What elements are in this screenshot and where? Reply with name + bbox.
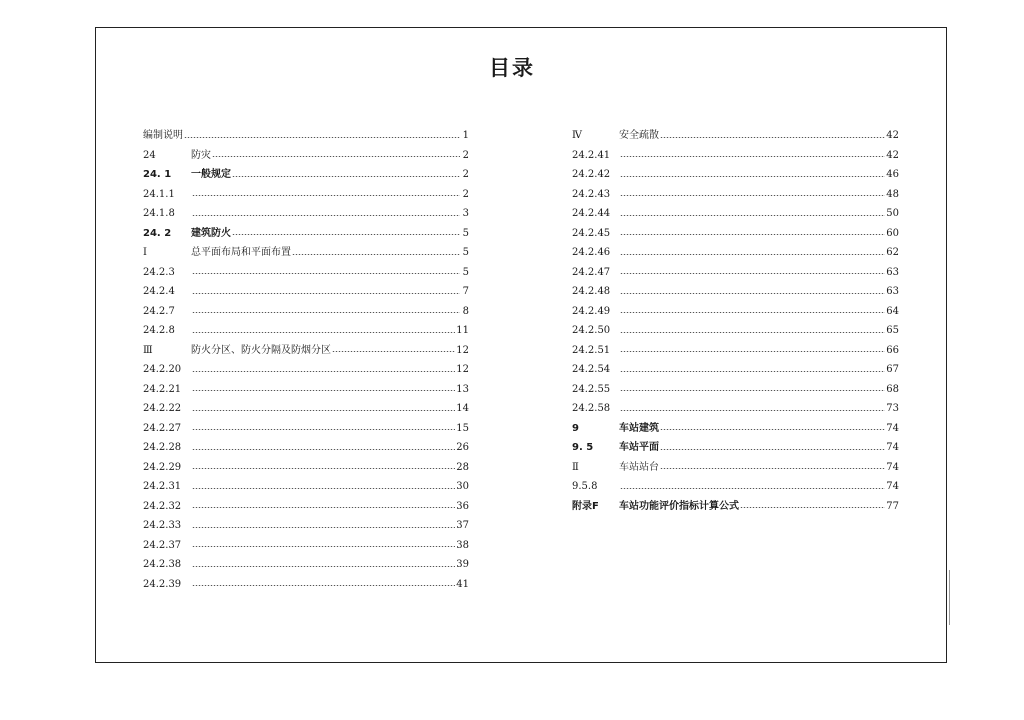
toc-entry[interactable] (572, 302, 899, 322)
toc-dot-leader (660, 449, 885, 450)
toc-entry-number: 24.2.22 (143, 403, 182, 414)
toc-entry-label: 编制说明 (143, 130, 183, 141)
toc-dot-leader (192, 546, 455, 547)
toc-entry-page-number: 13 (456, 383, 469, 395)
toc-entry-page-number: 46 (886, 169, 899, 180)
toc-entry-page-number: 42 (886, 149, 899, 161)
toc-entry-number: 24.2.8 (143, 325, 175, 336)
toc-dot-leader (192, 371, 455, 372)
toc-entry[interactable] (572, 126, 899, 146)
toc-entry-label: 车站功能评价指标计算公式 (619, 500, 739, 512)
toc-entry-page-number: 7 (462, 286, 469, 297)
toc-dot-leader (620, 488, 885, 489)
toc-entry[interactable] (572, 380, 899, 400)
toc-dot-leader (192, 273, 460, 274)
toc-dot-leader (232, 234, 460, 235)
toc-entry-page-number: 74 (886, 422, 899, 434)
toc-dot-leader (620, 215, 885, 216)
toc-entry-number: 24.2.46 (572, 247, 611, 258)
toc-dot-leader (192, 332, 455, 333)
toc-entry[interactable] (143, 516, 469, 536)
toc-entry-page-number: 5 (462, 247, 469, 258)
toc-entry-page-number: 37 (456, 520, 469, 531)
toc-entry[interactable] (572, 497, 899, 517)
toc-entry-page-number: 74 (886, 461, 899, 473)
toc-entry-number: 24.2.44 (572, 208, 611, 219)
toc-dot-leader (232, 176, 460, 177)
toc-dot-leader (212, 156, 460, 157)
toc-entry[interactable] (572, 204, 899, 224)
toc-entry-number: Ⅲ (143, 344, 153, 356)
toc-entry[interactable] (143, 341, 469, 361)
toc-dot-leader (660, 137, 885, 138)
toc-entry-page-number: 48 (886, 188, 899, 200)
toc-entry[interactable] (143, 360, 469, 380)
toc-entry-page-number: 2 (462, 169, 469, 180)
toc-entry-label: 车站站台 (619, 461, 659, 473)
toc-entry-number: 24.2.48 (572, 286, 611, 297)
toc-entry-page-number: 28 (456, 461, 469, 473)
toc-dot-leader (192, 215, 460, 216)
toc-entry-page-number: 77 (886, 500, 899, 512)
toc-entry[interactable] (143, 243, 469, 263)
toc-entry-page-number: 3 (462, 208, 469, 219)
toc-dot-leader (192, 449, 455, 450)
toc-entry-page-number: 1 (462, 130, 469, 141)
toc-dot-leader (192, 293, 460, 294)
toc-entry-page-number: 63 (886, 266, 899, 278)
toc-entry-page-number: 38 (456, 539, 469, 551)
page-title: 目录 (489, 56, 535, 80)
toc-dot-leader (192, 410, 455, 411)
toc-entry-number: 24.2.33 (143, 520, 182, 531)
toc-dot-leader (192, 468, 455, 469)
toc-entry[interactable] (572, 360, 899, 380)
toc-dot-leader (620, 195, 885, 196)
toc-entry-number: 24.2.43 (572, 188, 611, 200)
toc-entry-page-number: 67 (886, 364, 899, 375)
toc-entry-number: Ⅱ (572, 461, 579, 473)
toc-entry-number: 24.2.51 (572, 344, 611, 356)
toc-dot-leader (620, 273, 885, 274)
toc-entry-page-number: 15 (456, 422, 469, 434)
toc-entry[interactable] (143, 263, 469, 283)
toc-entry[interactable] (143, 146, 469, 166)
toc-entry-page-number: 30 (456, 481, 469, 492)
toc-entry-number: 9.5.8 (572, 481, 598, 492)
toc-dot-leader (660, 468, 885, 469)
toc-dot-leader (192, 527, 455, 528)
toc-entry[interactable] (572, 224, 899, 244)
toc-dot-leader (660, 429, 885, 430)
toc-entry-number: 24.2.7 (143, 305, 175, 317)
toc-entry-page-number: 64 (886, 305, 899, 317)
toc-entry-page-number: 5 (462, 227, 469, 239)
toc-entry-page-number: 26 (456, 442, 469, 453)
toc-entry[interactable] (143, 204, 469, 224)
toc-entry-page-number: 63 (886, 286, 899, 297)
toc-entry-label: 建筑防火 (191, 227, 231, 239)
toc-entry-number: 24.2.27 (143, 422, 182, 434)
toc-dot-leader (620, 234, 885, 235)
toc-entry[interactable] (572, 185, 899, 205)
toc-entry[interactable] (572, 243, 899, 263)
toc-entry-number: 24. 1 (143, 169, 172, 180)
toc-dot-leader (620, 156, 885, 157)
toc-dot-leader (620, 390, 885, 391)
toc-entry-number: 24.2.42 (572, 169, 611, 180)
toc-entry-number: 24.2.39 (143, 578, 182, 590)
toc-right-column (572, 126, 899, 516)
toc-entry[interactable] (143, 302, 469, 322)
toc-entry[interactable] (143, 419, 469, 439)
toc-dot-leader (184, 137, 460, 138)
toc-entry-number: 24.2.58 (572, 403, 611, 414)
toc-entry-number: 24.2.37 (143, 539, 182, 551)
toc-entry-label: 总平面布局和平面布置 (191, 247, 291, 258)
toc-entry-number: 24.1.1 (143, 188, 175, 200)
toc-entry-page-number: 2 (462, 188, 469, 200)
toc-entry-number: 24.2.28 (143, 442, 182, 453)
toc-entry-number: 24.2.38 (143, 559, 182, 570)
toc-entry-page-number: 62 (886, 247, 899, 258)
toc-entry-number: 24.2.32 (143, 500, 182, 512)
toc-entry-number: 24.2.31 (143, 481, 182, 492)
toc-entry-number: 24.2.45 (572, 227, 611, 239)
scan-edge-mark (949, 570, 950, 625)
toc-entry-page-number: 68 (886, 383, 899, 395)
toc-entry-page-number: 60 (886, 227, 899, 239)
toc-dot-leader (192, 390, 455, 391)
toc-entry-label: 一般规定 (191, 169, 231, 180)
toc-dot-leader (620, 176, 885, 177)
toc-entry-page-number: 12 (456, 344, 469, 356)
toc-entry[interactable] (572, 321, 899, 341)
toc-entry-number: Ⅳ (572, 130, 582, 141)
toc-entry-number: 24.2.21 (143, 383, 182, 395)
toc-dot-leader (192, 488, 455, 489)
toc-dot-leader (332, 351, 455, 352)
toc-dot-leader (620, 312, 885, 313)
toc-entry[interactable] (143, 321, 469, 341)
toc-entry[interactable] (572, 419, 899, 439)
toc-dot-leader (620, 410, 885, 411)
toc-entry[interactable] (143, 536, 469, 556)
toc-entry-number: 9. 5 (572, 442, 594, 453)
toc-entry-page-number: 8 (462, 305, 469, 317)
toc-entry[interactable] (572, 341, 899, 361)
toc-entry[interactable] (572, 458, 899, 478)
toc-entry-label: 防灾 (191, 149, 211, 161)
toc-entry-number: 24.2.55 (572, 383, 611, 395)
toc-dot-leader (620, 293, 885, 294)
toc-entry-number: 24.2.54 (572, 364, 611, 375)
toc-entry-page-number: 74 (886, 481, 899, 492)
toc-entry[interactable] (572, 399, 899, 419)
toc-entry-page-number: 12 (456, 364, 469, 375)
toc-entry-page-number: 42 (886, 130, 899, 141)
toc-entry[interactable] (143, 575, 469, 595)
toc-entry-label: 防火分区、防火分隔及防烟分区 (191, 344, 331, 356)
toc-entry[interactable] (143, 497, 469, 517)
toc-entry[interactable] (143, 477, 469, 497)
toc-dot-leader (620, 332, 885, 333)
toc-entry-page-number: 14 (456, 403, 469, 414)
toc-entry-page-number: 41 (456, 578, 469, 590)
toc-dot-leader (292, 254, 460, 255)
toc-dot-leader (192, 507, 455, 508)
toc-entry-page-number: 2 (462, 149, 469, 161)
toc-entry[interactable] (572, 146, 899, 166)
toc-dot-leader (192, 429, 455, 430)
toc-dot-leader (192, 585, 455, 586)
toc-entry-page-number: 74 (886, 442, 899, 453)
toc-entry[interactable] (143, 458, 469, 478)
toc-entry[interactable] (572, 282, 899, 302)
toc-dot-leader (740, 507, 885, 508)
toc-dot-leader (620, 351, 885, 352)
toc-dot-leader (192, 566, 455, 567)
toc-dot-leader (192, 195, 460, 196)
toc-entry-number: 24.2.3 (143, 266, 175, 278)
toc-entry-number: 24.2.4 (143, 286, 175, 297)
toc-entry[interactable] (143, 555, 469, 575)
toc-entry-label: 车站平面 (619, 442, 659, 453)
toc-entry[interactable] (143, 282, 469, 302)
toc-entry[interactable] (572, 263, 899, 283)
toc-dot-leader (620, 254, 885, 255)
toc-dot-leader (620, 371, 885, 372)
toc-entry-page-number: 50 (886, 208, 899, 219)
toc-entry-page-number: 5 (462, 266, 469, 278)
toc-entry-page-number: 11 (456, 325, 469, 336)
toc-entry-number: 24.2.41 (572, 149, 611, 161)
toc-entry-number: Ⅰ (143, 247, 147, 258)
toc-entry[interactable] (572, 477, 899, 497)
toc-entry[interactable] (143, 224, 469, 244)
toc-entry-page-number: 36 (456, 500, 469, 512)
toc-entry[interactable] (143, 380, 469, 400)
toc-entry[interactable] (143, 126, 469, 146)
toc-entry[interactable] (143, 165, 469, 185)
toc-entry-page-number: 73 (886, 403, 899, 414)
toc-left-column (143, 126, 469, 594)
toc-entry-number: 24.2.49 (572, 305, 611, 317)
toc-entry-number: 24 (143, 149, 156, 161)
toc-entry-label: 安全疏散 (619, 130, 659, 141)
toc-entry[interactable] (143, 185, 469, 205)
toc-entry-number: 24.1.8 (143, 208, 175, 219)
toc-entry-page-number: 39 (456, 559, 469, 570)
toc-entry[interactable] (572, 165, 899, 185)
toc-entry-label: 车站建筑 (619, 422, 659, 434)
toc-entry-number: 24.2.47 (572, 266, 611, 278)
toc-entry-number: 9 (572, 422, 579, 434)
toc-dot-leader (192, 312, 460, 313)
toc-entry-number: 附录F (572, 500, 599, 512)
toc-entry-page-number: 66 (886, 344, 899, 356)
toc-entry[interactable] (572, 438, 899, 458)
toc-entry[interactable] (143, 438, 469, 458)
toc-entry-number: 24.2.50 (572, 325, 611, 336)
toc-entry-number: 24. 2 (143, 227, 172, 239)
toc-entry-number: 24.2.29 (143, 461, 182, 473)
toc-entry-page-number: 65 (886, 325, 899, 336)
toc-entry-number: 24.2.20 (143, 364, 182, 375)
toc-entry[interactable] (143, 399, 469, 419)
